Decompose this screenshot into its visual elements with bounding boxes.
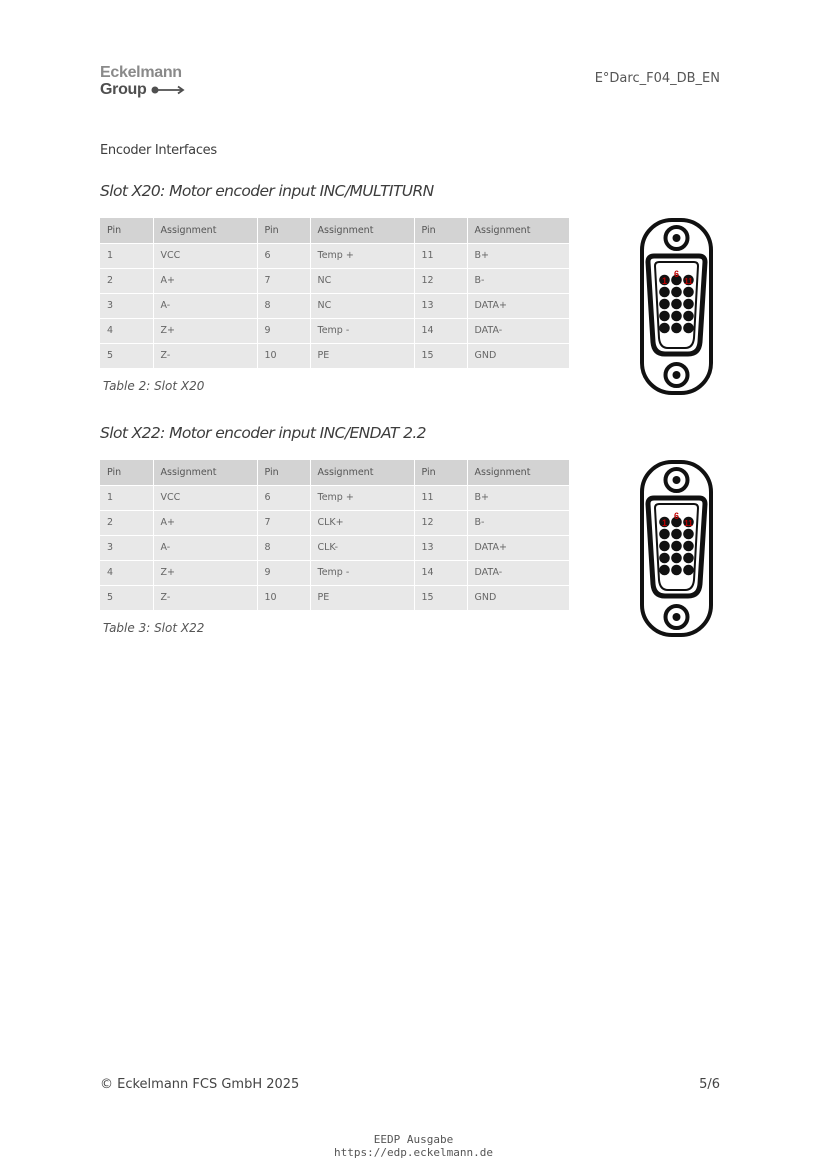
section-heading: Encoder Interfaces xyxy=(100,143,217,158)
table-row xyxy=(100,535,569,560)
table-row xyxy=(100,585,569,610)
pin-assignment-cell: DATA- xyxy=(467,560,569,585)
pin-number-cell: 4 xyxy=(100,560,153,585)
connector-pin xyxy=(659,565,670,576)
pin-assignment-cell: A- xyxy=(153,535,257,560)
connector-pin xyxy=(659,529,670,540)
pin-label: 1 xyxy=(661,518,668,528)
mounting-hole-center xyxy=(673,234,681,242)
pin-number-cell: 8 xyxy=(257,535,310,560)
header-assignment: Assignment xyxy=(467,460,569,485)
pin-assignment-cell: Temp - xyxy=(310,318,414,343)
pin-assignment-cell: A- xyxy=(153,293,257,318)
connector-pin xyxy=(683,553,694,564)
table-row xyxy=(100,343,569,368)
pin-label: 11 xyxy=(684,277,693,286)
connector-pin xyxy=(683,565,694,576)
pin-number-cell: 3 xyxy=(100,293,153,318)
pin-number-cell: 13 xyxy=(414,293,467,318)
connector-pin xyxy=(671,323,682,334)
table-header-row xyxy=(100,460,569,485)
table-row xyxy=(100,510,569,535)
table-row xyxy=(100,485,569,510)
pin-assignment-cell: PE xyxy=(310,343,414,368)
table-row xyxy=(100,318,569,343)
print-stamp xyxy=(0,1133,827,1159)
header-pin: Pin xyxy=(257,460,310,485)
connector-pin xyxy=(659,299,670,310)
connector-pin xyxy=(683,541,694,552)
header-pin: Pin xyxy=(100,218,153,243)
connector-pin xyxy=(683,287,694,298)
pin-label: 11 xyxy=(684,519,693,528)
connector-pin xyxy=(683,299,694,310)
pin-assignment-cell: Z- xyxy=(153,585,257,610)
mounting-hole-center xyxy=(673,476,681,484)
pin-assignment-cell: CLK- xyxy=(310,535,414,560)
header-assignment: Assignment xyxy=(310,460,414,485)
pin-number-cell: 15 xyxy=(414,585,467,610)
pin-assignment-cell: A+ xyxy=(153,510,257,535)
slot-x20-title: Slot X20: Motor encoder input INC/MULTITURN xyxy=(100,182,434,200)
header-pin: Pin xyxy=(257,218,310,243)
logo-arrow-icon xyxy=(151,85,185,95)
print-stamp-url: https://edp.eckelmann.de xyxy=(334,1146,493,1159)
pin-assignment-cell: A+ xyxy=(153,268,257,293)
pin-number-cell: 9 xyxy=(257,318,310,343)
connector-pin xyxy=(659,553,670,564)
pin-assignment-cell: CLK+ xyxy=(310,510,414,535)
pin-assignment-cell: B- xyxy=(467,268,569,293)
connector-pin xyxy=(671,311,682,322)
connector-pin xyxy=(683,529,694,540)
logo-wordmark-group: Group xyxy=(100,81,147,98)
slot-x20-table xyxy=(100,218,570,369)
pin-assignment-cell: B+ xyxy=(467,485,569,510)
connector-pin xyxy=(683,311,694,322)
logo-wordmark-top: Eckelmann xyxy=(100,64,182,81)
pin-assignment-cell: GND xyxy=(467,585,569,610)
pin-number-cell: 2 xyxy=(100,510,153,535)
pin-assignment-cell: B+ xyxy=(467,243,569,268)
connector-pin xyxy=(659,323,670,334)
pin-number-cell: 5 xyxy=(100,585,153,610)
pin-number-cell: 11 xyxy=(414,485,467,510)
print-stamp-title: EEDP Ausgabe xyxy=(373,1133,454,1146)
pin-assignment-cell: DATA- xyxy=(467,318,569,343)
pin-number-cell: 7 xyxy=(257,510,310,535)
company-logo xyxy=(100,64,185,98)
connector-pin xyxy=(659,541,670,552)
header-assignment: Assignment xyxy=(467,218,569,243)
pin-number-cell: 4 xyxy=(100,318,153,343)
connector-pin xyxy=(683,323,694,334)
d-sub-connector-x22-icon xyxy=(640,460,713,637)
pin-number-cell: 12 xyxy=(414,268,467,293)
header-pin: Pin xyxy=(414,460,467,485)
pin-number-cell: 3 xyxy=(100,535,153,560)
slot-x22-title: Slot X22: Motor encoder input INC/ENDAT 2.2 xyxy=(100,424,426,442)
logo-wordmark-bottom xyxy=(100,81,185,98)
pin-assignment-cell: B- xyxy=(467,510,569,535)
pin-assignment-cell: Temp + xyxy=(310,485,414,510)
pin-assignment-cell: VCC xyxy=(153,243,257,268)
pin-number-cell: 12 xyxy=(414,510,467,535)
pin-number-cell: 8 xyxy=(257,293,310,318)
table-row xyxy=(100,243,569,268)
pin-number-cell: 11 xyxy=(414,243,467,268)
pin-assignment-cell: NC xyxy=(310,268,414,293)
table-row xyxy=(100,293,569,318)
slot-x22-caption: Table 3: Slot X22 xyxy=(103,621,205,635)
table-row xyxy=(100,268,569,293)
header-assignment: Assignment xyxy=(310,218,414,243)
connector-pin xyxy=(671,565,682,576)
connector-pin xyxy=(671,287,682,298)
d-sub-connector-x20-icon xyxy=(640,218,713,395)
connector-pin xyxy=(671,553,682,564)
pin-number-cell: 10 xyxy=(257,585,310,610)
pin-label: 6 xyxy=(673,269,680,279)
footer-copyright: © Eckelmann FCS GmbH 2025 xyxy=(100,1077,300,1092)
pin-number-cell: 1 xyxy=(100,485,153,510)
footer-page-number: 5/6 xyxy=(699,1077,720,1092)
pin-number-cell: 6 xyxy=(257,243,310,268)
pin-number-cell: 5 xyxy=(100,343,153,368)
pin-number-cell: 15 xyxy=(414,343,467,368)
connector-pin xyxy=(671,299,682,310)
pin-number-cell: 10 xyxy=(257,343,310,368)
connector-pin xyxy=(671,541,682,552)
pin-assignment-cell: DATA+ xyxy=(467,293,569,318)
connector-pin xyxy=(659,311,670,322)
mounting-hole-center xyxy=(673,613,681,621)
pin-assignment-cell: Z+ xyxy=(153,560,257,585)
table-row xyxy=(100,560,569,585)
pin-number-cell: 13 xyxy=(414,535,467,560)
pin-number-cell: 7 xyxy=(257,268,310,293)
pin-label: 6 xyxy=(673,511,680,521)
pin-number-cell: 6 xyxy=(257,485,310,510)
pin-assignment-cell: GND xyxy=(467,343,569,368)
slot-x22-table xyxy=(100,460,570,611)
pin-label: 1 xyxy=(661,276,668,286)
mounting-hole-center xyxy=(673,371,681,379)
pin-assignment-cell: Z- xyxy=(153,343,257,368)
pin-assignment-cell: VCC xyxy=(153,485,257,510)
pin-number-cell: 14 xyxy=(414,560,467,585)
header-assignment: Assignment xyxy=(153,218,257,243)
header-pin: Pin xyxy=(100,460,153,485)
pin-assignment-cell: Temp - xyxy=(310,560,414,585)
slot-x20-caption: Table 2: Slot X20 xyxy=(103,379,205,393)
connector-pin xyxy=(659,287,670,298)
pin-assignment-cell: NC xyxy=(310,293,414,318)
pin-number-cell: 9 xyxy=(257,560,310,585)
pin-number-cell: 1 xyxy=(100,243,153,268)
header-pin: Pin xyxy=(414,218,467,243)
pin-assignment-cell: Temp + xyxy=(310,243,414,268)
pin-assignment-cell: Z+ xyxy=(153,318,257,343)
pin-assignment-cell: PE xyxy=(310,585,414,610)
pin-assignment-cell: DATA+ xyxy=(467,535,569,560)
header-assignment: Assignment xyxy=(153,460,257,485)
pin-number-cell: 14 xyxy=(414,318,467,343)
pin-number-cell: 2 xyxy=(100,268,153,293)
connector-pin xyxy=(671,529,682,540)
table-header-row xyxy=(100,218,569,243)
document-id: E°Darc_F04_DB_EN xyxy=(594,71,720,86)
